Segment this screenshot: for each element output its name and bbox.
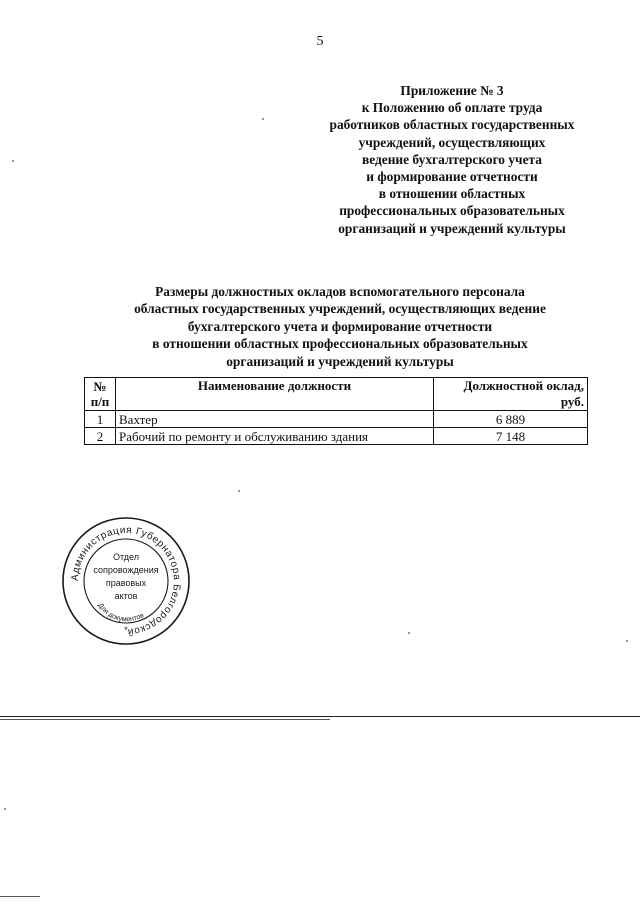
header-number [85, 378, 116, 411]
title-line: бухгалтерского учета и формирование отчетности [187, 318, 493, 334]
row-position-name: Рабочий по ремонту и обслуживанию здания [116, 428, 434, 445]
table-header-row [85, 378, 588, 411]
scan-divider-line [0, 719, 330, 720]
stamp-center-line: сопровождения [93, 565, 159, 575]
appendix-heading [312, 82, 592, 237]
header-salary-line2: руб. [560, 394, 584, 409]
scan-speck [262, 118, 264, 120]
appendix-line: к Положению об оплате труда [361, 100, 543, 116]
appendix-line: профессиональных образовательных [339, 203, 565, 219]
header-position-name: Наименование должности [116, 378, 434, 411]
stamp-seal-graphic [60, 515, 192, 647]
row-number: 1 [85, 411, 116, 428]
scan-speck [12, 160, 14, 162]
stamp-star-icon: * [124, 625, 128, 635]
header-salary-line1: Должностной оклад, [463, 378, 584, 393]
appendix-line: организаций и учреждений культуры [338, 220, 566, 236]
stamp-lower-text: Для документов [96, 602, 146, 624]
scan-speck [626, 640, 628, 642]
salary-table [84, 377, 588, 445]
header-number-line1: № [93, 379, 107, 394]
appendix-line: ведение бухгалтерского учета [362, 151, 542, 167]
row-position-name: Вахтер [116, 411, 434, 428]
appendix-line: в отношении областных [378, 186, 526, 202]
page-number: 5 [316, 34, 324, 49]
stamp-center-line: актов [114, 591, 138, 601]
title-line: в отношении областных профессиональных образовательных [152, 336, 528, 352]
stamp-outer-text: Администрация Губернатора Белгородской [69, 524, 183, 638]
official-stamp [60, 515, 192, 647]
title-line: областных государственных учреждений, осуществляющих ведение [134, 301, 546, 317]
scan-speck [4, 808, 6, 810]
scan-speck [408, 632, 410, 634]
scan-edge-mark [0, 896, 40, 897]
document-title [80, 283, 600, 370]
row-salary: 7 148 [434, 428, 588, 445]
stamp-center-line: правовых [105, 578, 147, 588]
stamp-center-line: Отдел [112, 552, 140, 562]
title-line: организаций и учреждений культуры [226, 353, 454, 369]
row-salary: 6 889 [434, 411, 588, 428]
table-row [85, 428, 588, 445]
table-row [85, 411, 588, 428]
header-number-line2: п/п [90, 394, 110, 409]
appendix-line: и формирование отчетности [366, 169, 538, 185]
scan-speck [238, 490, 240, 492]
appendix-line: учреждений, осуществляющих [358, 134, 546, 150]
row-number: 2 [85, 428, 116, 445]
title-line: Размеры должностных окладов вспомогательного персонала [155, 284, 525, 299]
scan-divider-line [0, 716, 640, 717]
header-salary [434, 378, 588, 411]
appendix-line: работников областных государственных [329, 117, 575, 133]
appendix-line: Приложение № 3 [400, 83, 504, 98]
